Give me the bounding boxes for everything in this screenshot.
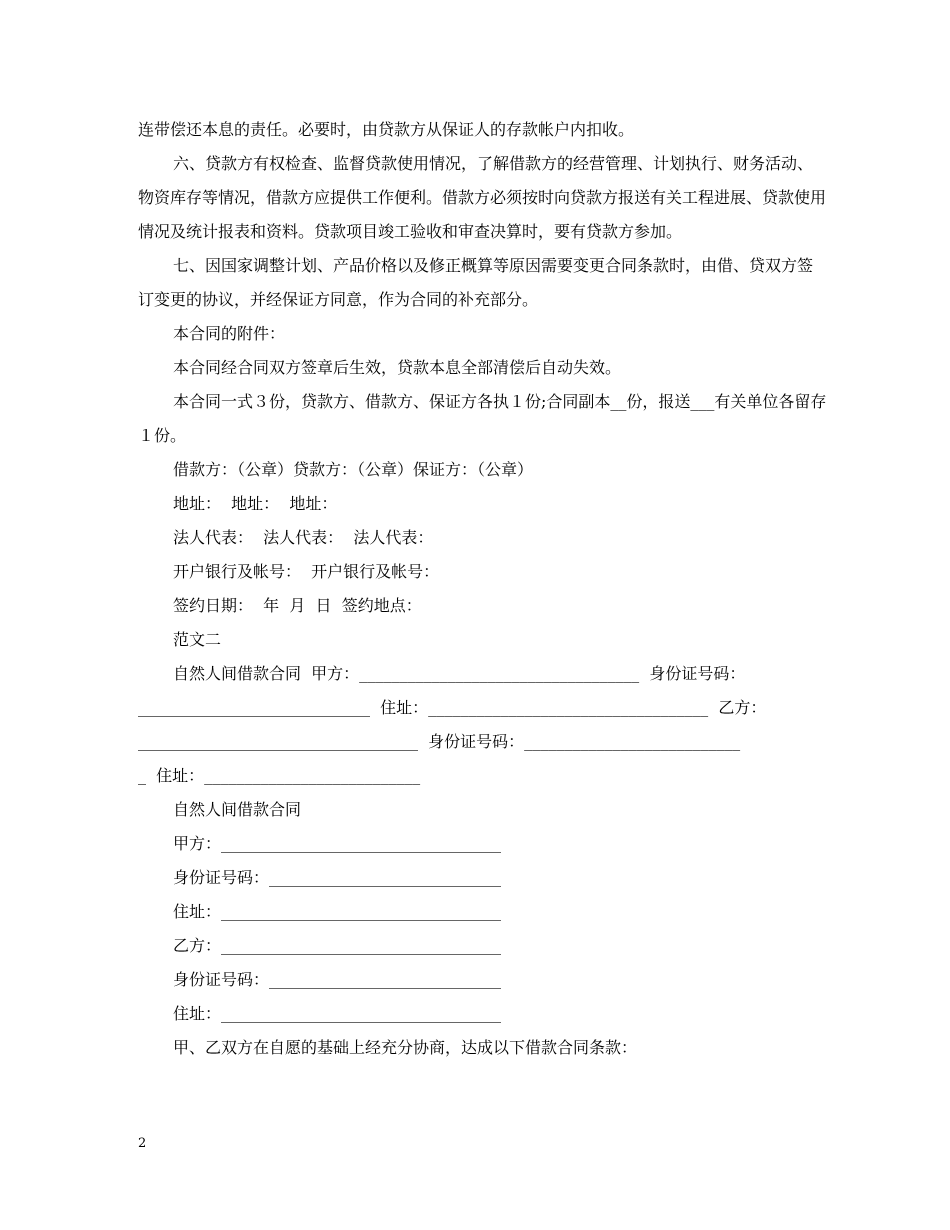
paragraph-clause-seven: 七、因国家调整计划、产品价格以及修正概算等原因需要变更合同条款时，由借、贷双方签订变更的协议，并经保证方同意，作为合同的补充部分。 — [138, 256, 814, 309]
sample-two-line-2: _____________________________ 住址：___________________________________ 乙方： — [138, 698, 767, 717]
sample-two-line-4: _ 住址：___________________________ — [138, 766, 421, 785]
sample-two-heading: 范文二 — [173, 630, 222, 649]
contract-form-block — [138, 793, 828, 1065]
form-id-b: 身份证号码：_____________________________ — [173, 970, 502, 989]
form-party-a: 甲方：___________________________________ — [173, 834, 502, 853]
form-party-b: 乙方：___________________________________ — [173, 936, 502, 955]
sample-two-line-1: 自然人间借款合同 甲方：___________________________________ 身份证号码： — [173, 664, 746, 683]
form-id-a: 身份证号码：_____________________________ — [173, 868, 502, 887]
paragraph-continuation: 连带偿还本息的责任。必要时，由贷款方从保证人的存款帐户内扣收。 — [138, 120, 635, 139]
signature-legal-rep: 法人代表： 法人代表： 法人代表： — [173, 528, 434, 547]
signature-address: 地址： 地址： 地址： — [173, 494, 338, 513]
page-number: 2 — [138, 1136, 147, 1151]
signature-date-place: 签约日期： 年 月 日 签约地点： — [173, 596, 422, 615]
signature-parties: 借款方：（公章）贷款方：（公章）保证方：（公章） — [173, 460, 534, 479]
form-title: 自然人间借款合同 — [173, 800, 302, 819]
signature-bank-account: 开户银行及帐号： 开户银行及帐号： — [173, 562, 440, 581]
paragraph-attachments: 本合同的附件： — [173, 324, 286, 343]
document-body — [138, 113, 828, 1065]
paragraph-copies: 本合同一式３份，贷款方、借款方、保证方各执１份;合同副本__份，报送___有关单位各留存１份。 — [138, 392, 827, 445]
sample-two-inline-block — [138, 657, 828, 793]
sample-two-line-3: ___________________________________ 身份证号码：___________________________ — [138, 732, 741, 751]
form-address-b: 住址：___________________________________ — [173, 1004, 502, 1023]
paragraph-effective: 本合同经合同双方签章后生效，贷款本息全部清偿后自动失效。 — [173, 358, 622, 377]
paragraph-clause-six: 六、贷款方有权检查、监督贷款使用情况，了解借款方的经营管理、计划执行、财务活动、物资库存等情况，借款方应提供工作便利。借款方必须按时向贷款方报送有关工程进展、贷款使用情况及统计报表和资料。贷款项目竣工验收和审查决算时，要有贷款方参加。 — [138, 154, 827, 241]
form-agreement-intro: 甲、乙双方在自愿的基础上经充分协商，达成以下借款合同条款： — [173, 1038, 638, 1057]
form-address-a: 住址：___________________________________ — [173, 902, 502, 921]
